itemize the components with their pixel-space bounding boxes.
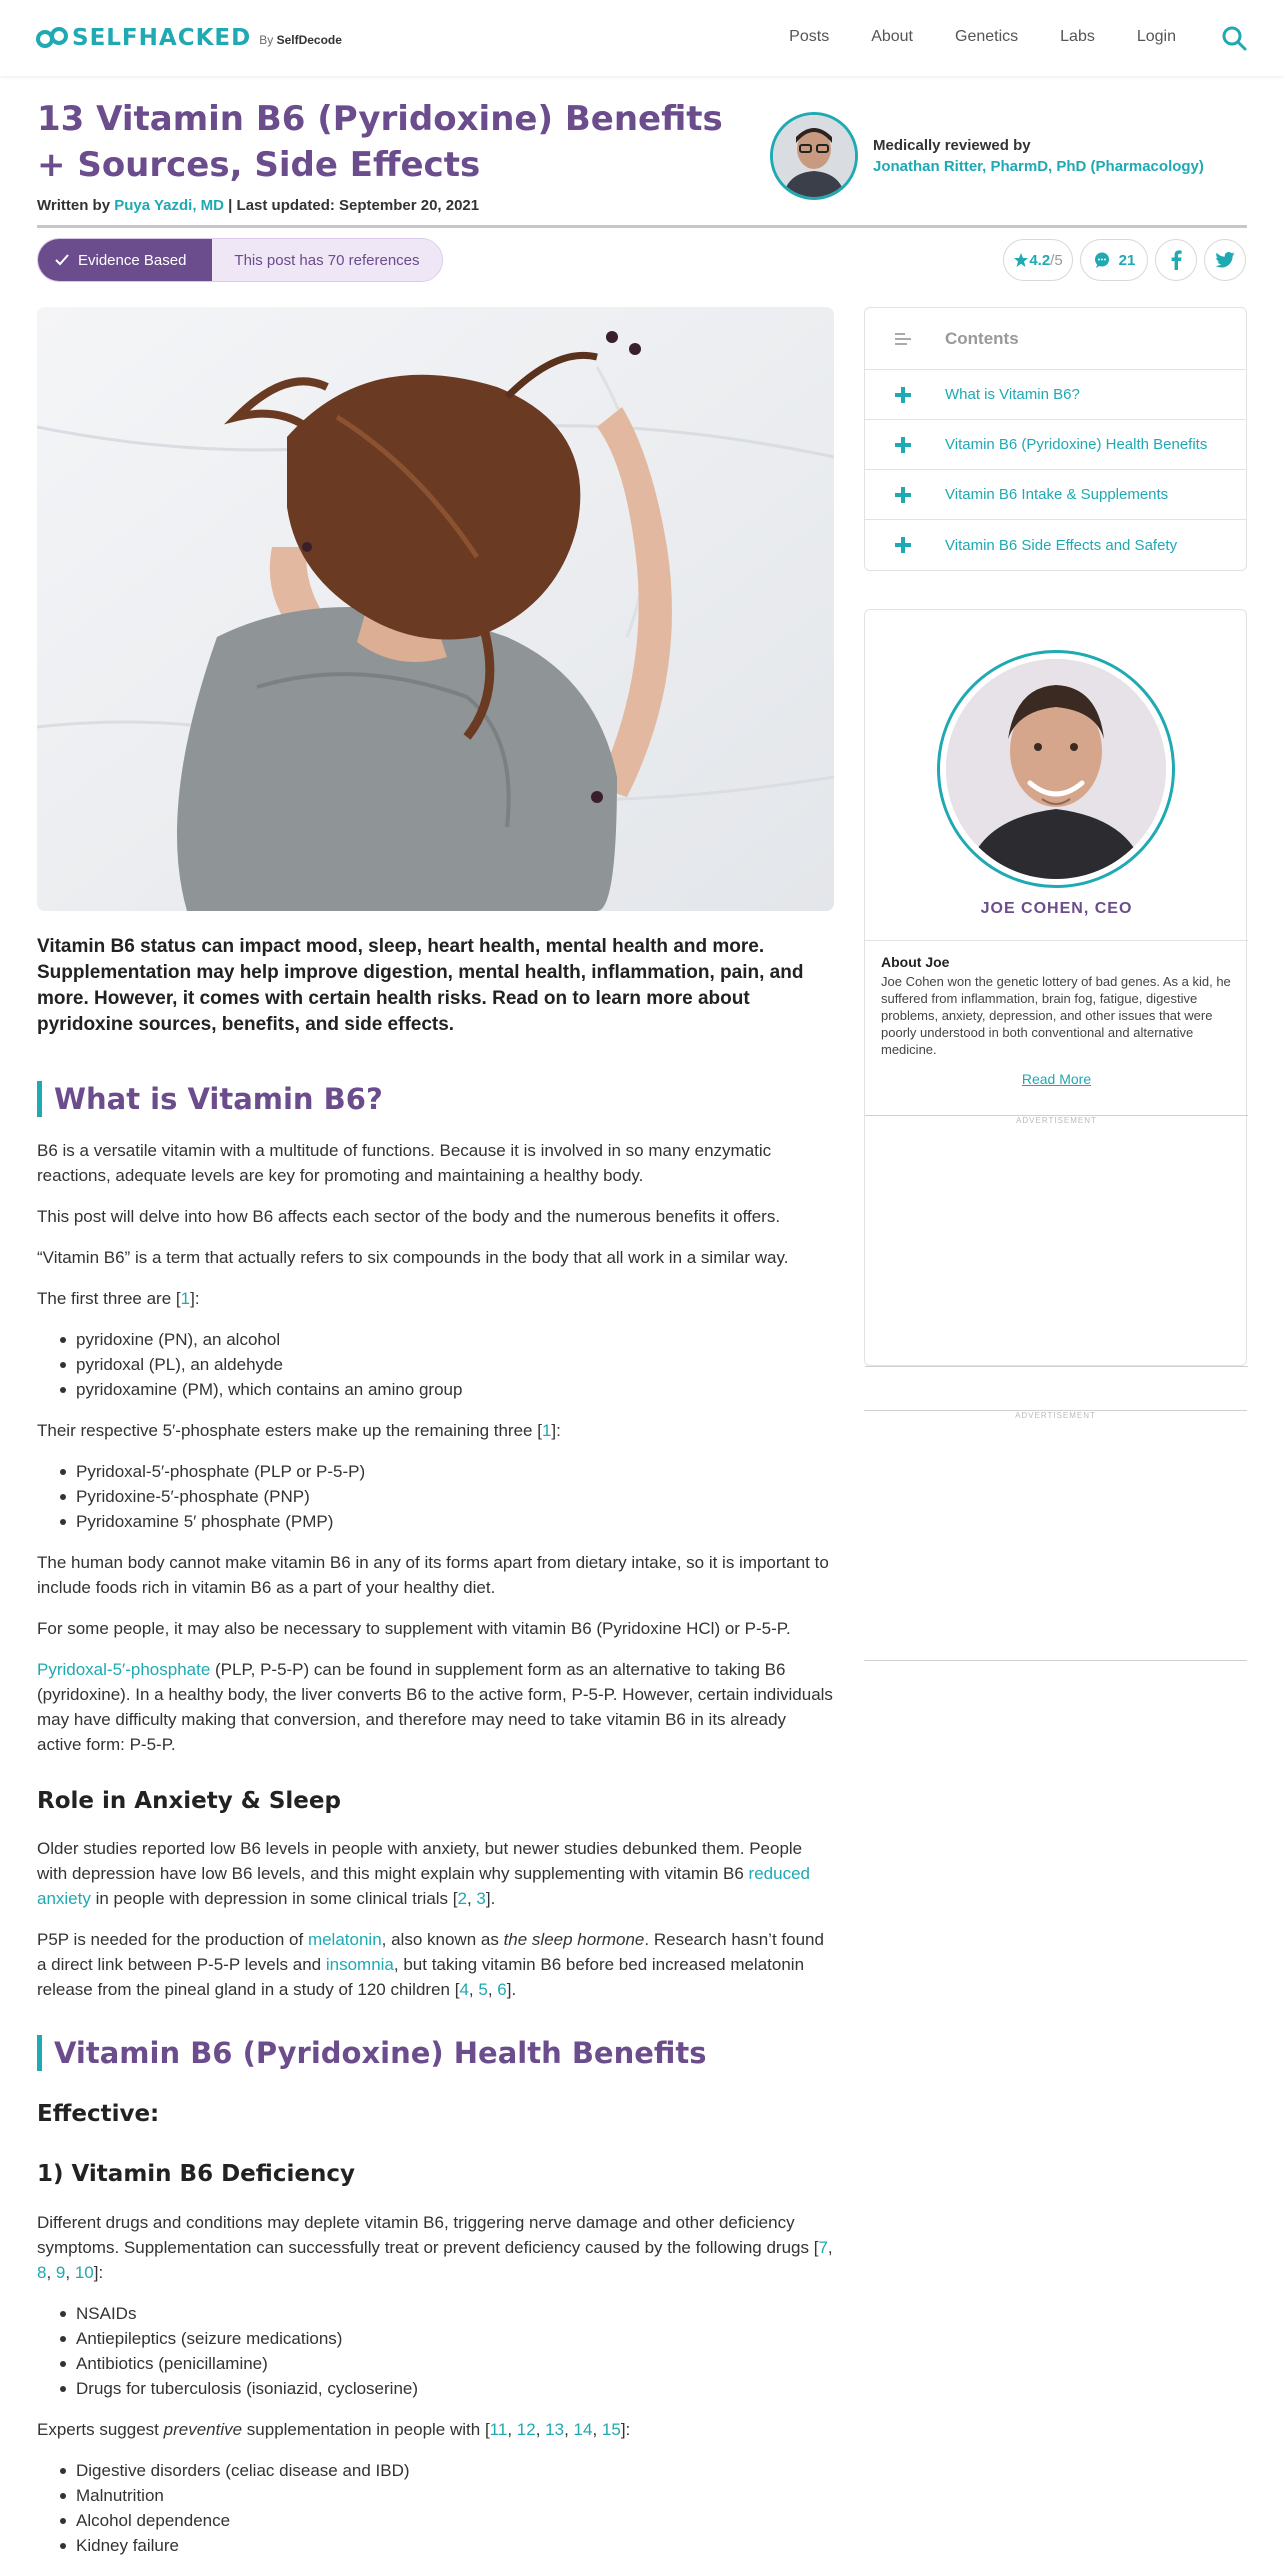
top-navigation-bar (0, 0, 1284, 76)
paragraph: “Vitamin B6” is a term that actually refers to six compounds in the body that all work in a similar way. (37, 1248, 789, 1267)
paragraph: Older studies reported low B6 levels in people with anxiety, but newer studies debunked them. People with depression have low B6 levels, and this might explain why supplementing with vitamin B6 reduced anxiety in people with depression in some clinical trials [2, 3]. (37, 1839, 810, 1908)
divider (864, 1660, 1247, 1661)
nav-about[interactable]: About (871, 28, 913, 45)
hero-image (37, 307, 834, 911)
hero-illustration (37, 307, 834, 911)
reference-link[interactable]: 1 (541, 1421, 552, 1440)
reference-link[interactable]: 6 (497, 1980, 507, 1999)
section-heading-what-is: What is Vitamin B6? (37, 1081, 834, 1117)
reference-link[interactable]: 7 (818, 2238, 828, 2257)
reference-link[interactable]: 13 (545, 2420, 565, 2439)
list-item: Pyridoxamine 5′ phosphate (PMP) (60, 1509, 820, 1534)
comment-icon (1093, 251, 1111, 269)
list-item: Antiepileptics (seizure medications) (60, 2326, 820, 2351)
reference-link[interactable]: 8 (37, 2263, 47, 2282)
selfhacked-logo-icon (36, 22, 68, 54)
subheading-anxiety-sleep: Role in Anxiety & Sleep (37, 1788, 341, 1814)
article-title: 13 Vitamin B6 (Pyridoxine) Benefits + Sources, Side Effects (37, 99, 723, 185)
reference-link[interactable]: 10 (74, 2263, 94, 2282)
reference-link[interactable]: 14 (573, 2420, 593, 2439)
reviewer-photo (773, 115, 855, 197)
reference-link[interactable]: 1 (180, 1289, 191, 1308)
reference-link[interactable]: 4 (459, 1980, 469, 1999)
toc-item-benefits[interactable]: Vitamin B6 (Pyridoxine) Health Benefits (865, 420, 1246, 470)
list-item: Digestive disorders (celiac disease and IBD) (60, 2458, 820, 2483)
search-icon[interactable] (1220, 24, 1248, 52)
paragraph: The human body cannot make vitamin B6 in any of its forms apart from dietary intake, so it is important to include foods rich in vitamin B6 as a part of your healthy diet. (37, 1553, 829, 1597)
check-icon (54, 252, 70, 268)
list-item: Pyridoxine-5′-phosphate (PNP) (60, 1484, 820, 1509)
paragraph: Their respective 5′-phosphate esters make up the remaining three [1]: (37, 1421, 561, 1440)
list-item: Drugs for tuberculosis (isoniazid, cycloserine) (60, 2376, 820, 2401)
reviewer-avatar[interactable] (770, 112, 858, 200)
divider (865, 940, 1248, 941)
advertisement-label: ADVERTISEMENT (1015, 1411, 1096, 1420)
list-item: pyridoxine (PN), an alcohol (60, 1327, 820, 1352)
written-by-label: Written by (37, 197, 111, 214)
reduced-anxiety-link[interactable]: reduced anxiety (37, 1864, 810, 1908)
about-title: About Joe (881, 954, 950, 970)
paragraph: B6 is a versatile vitamin with a multitude of functions. Because it is involved in so many enzymatic reactions, adequate levels are key for promoting and maintaining a healthy body. (37, 1141, 772, 1185)
article-lead: Vitamin B6 status can impact mood, sleep, heart health, mental health and more. Supplementation may help improve digestion, mental health, inflammation, pain, and more. However, it comes with certain health risks. Read on to learn more about pyridoxine sources, benefits, and side effects. (37, 936, 804, 1035)
plp-link[interactable]: Pyridoxal-5′-phosphate (37, 1660, 211, 1679)
reference-link[interactable]: 2 (457, 1889, 467, 1908)
twitter-share-button[interactable] (1204, 239, 1246, 281)
list-item: pyridoxal (PL), an aldehyde (60, 1352, 820, 1377)
author-photo (946, 659, 1166, 879)
toc-item-what-is[interactable]: What is Vitamin B6? (865, 370, 1246, 420)
logo-byline: By SelfDecode (259, 33, 342, 47)
list-item: Kidney failure (60, 2533, 820, 2558)
toc-item-intake[interactable]: Vitamin B6 Intake & Supplements (865, 470, 1246, 520)
list-item: Malnutrition (60, 2483, 820, 2508)
plus-icon (895, 487, 911, 503)
reference-link[interactable]: 9 (55, 2263, 66, 2282)
paragraph: For some people, it may also be necessary to supplement with vitamin B6 (Pyridoxine HCl) or P-5-P. (37, 1619, 791, 1638)
evidence-badges (37, 238, 443, 282)
twitter-icon (1215, 252, 1235, 268)
toc-title: Contents (945, 328, 1019, 348)
reference-link[interactable]: 11 (489, 2420, 508, 2439)
divider (865, 1366, 1248, 1367)
list-item: Alcohol dependence (60, 2508, 820, 2533)
reference-link[interactable]: 3 (476, 1889, 486, 1908)
paragraph: The first three are [1]: (37, 1289, 200, 1308)
section-heading-benefits: Vitamin B6 (Pyridoxine) Health Benefits (37, 2035, 834, 2071)
subheading-effective: Effective: (37, 2101, 160, 2127)
paragraph: Experts suggest preventive supplementation in people with [11, 12, 13, 14, 15]: (37, 2420, 631, 2439)
reference-link[interactable]: 15 (601, 2420, 621, 2439)
nav-labs[interactable]: Labs (1060, 28, 1095, 45)
condition-list (60, 2458, 820, 2558)
last-updated: | Last updated: September 20, 2021 (228, 197, 480, 214)
paragraph: P5P is needed for the production of melatonin, also known as the sleep hormone. Research hasn’t found a direct link between P-5-P levels and insomnia, but taking vitamin B6 before bed increased melatonin release from the pineal gland in a study of 120 children [4, 5, 6]. (37, 1930, 824, 1999)
plus-icon (895, 437, 911, 453)
facebook-icon (1170, 250, 1182, 270)
insomnia-link[interactable]: insomnia (325, 1955, 394, 1974)
read-more-link[interactable]: Read More (1021, 1071, 1092, 1087)
ester-list (60, 1459, 820, 1534)
reference-link[interactable]: 5 (478, 1980, 488, 1999)
evidence-based-label: Evidence Based (78, 251, 187, 269)
reviewed-by-label: Medically reviewed by (873, 137, 1031, 154)
list-icon (895, 333, 911, 345)
paragraph: Different drugs and conditions may deplete vitamin B6, triggering nerve damage and other deficiency symptoms. Supplementation can successfully treat or prevent deficiency caused by the following drugs [7, 8, 9, 10]: (37, 2213, 833, 2282)
drug-list (60, 2301, 820, 2401)
list-item: Pyridoxal-5′-phosphate (PLP or P-5-P) (60, 1459, 820, 1484)
site-logo[interactable] (36, 22, 342, 54)
comments-button[interactable] (1080, 239, 1148, 281)
list-item: NSAIDs (60, 2301, 820, 2326)
logo-text: SELFHACKED (72, 25, 252, 51)
comments-count: 21 (1118, 251, 1136, 269)
author-avatar[interactable] (937, 650, 1175, 888)
nav-posts[interactable]: Posts (789, 28, 830, 45)
toc-header[interactable] (865, 308, 1246, 370)
evidence-based-badge[interactable] (38, 239, 212, 281)
rating-button[interactable] (1003, 239, 1073, 281)
plus-icon (895, 537, 911, 553)
star-icon (1013, 252, 1029, 268)
list-item: Antibiotics (penicillamine) (60, 2351, 820, 2376)
advertisement-label: ADVERTISEMENT (1016, 1116, 1097, 1125)
facebook-share-button[interactable] (1155, 239, 1197, 281)
melatonin-link[interactable]: melatonin (307, 1930, 382, 1949)
header-divider (37, 225, 1247, 228)
author-name: JOE COHEN, CEO (980, 900, 1133, 917)
nav-genetics[interactable]: Genetics (955, 28, 1019, 45)
references-badge[interactable]: This post has 70 references (212, 239, 441, 281)
nav-login[interactable]: Login (1136, 28, 1176, 45)
compound-list (60, 1327, 820, 1402)
table-of-contents (864, 307, 1247, 571)
author-link[interactable]: Puya Yazdi, MD (114, 197, 224, 214)
toc-item-side-effects[interactable]: Vitamin B6 Side Effects and Safety (865, 520, 1246, 570)
paragraph: Pyridoxal-5′-phosphate (PLP, P-5-P) can be found in supplement form as an alternative to taking B6 (pyridoxine). In a healthy body, the liver converts B6 to the active form, P-5-P. However, certain individuals may have difficulty making that conversion, and therefore may need to take vitamin B6 in its already active form: P-5-P. (37, 1660, 833, 1754)
reference-link[interactable]: 12 (516, 2420, 536, 2439)
plus-icon (895, 387, 911, 403)
article-byline (37, 197, 479, 214)
about-text: Joe Cohen won the genetic lottery of bad genes. As a kid, he suffered from inflammation, brain fog, fatigue, digestive problems, anxiety, depression, and other issues that were poorly understood in both conventional and alternative medicine. (881, 974, 1231, 1057)
paragraph: This post will delve into how B6 affects each sector of the body and the numerous benefits it offers. (37, 1207, 781, 1226)
author-card (864, 609, 1247, 1366)
main-nav (747, 28, 1176, 46)
rating-value: 4.2 (1029, 251, 1051, 269)
rating-denominator: /5 (1050, 251, 1063, 269)
list-item: pyridoxamine (PM), which contains an amino group (60, 1377, 820, 1402)
reviewer-link[interactable]: Jonathan Ritter, PharmD, PhD (Pharmacology) (873, 158, 1204, 175)
subheading-deficiency: 1) Vitamin B6 Deficiency (37, 2161, 355, 2187)
